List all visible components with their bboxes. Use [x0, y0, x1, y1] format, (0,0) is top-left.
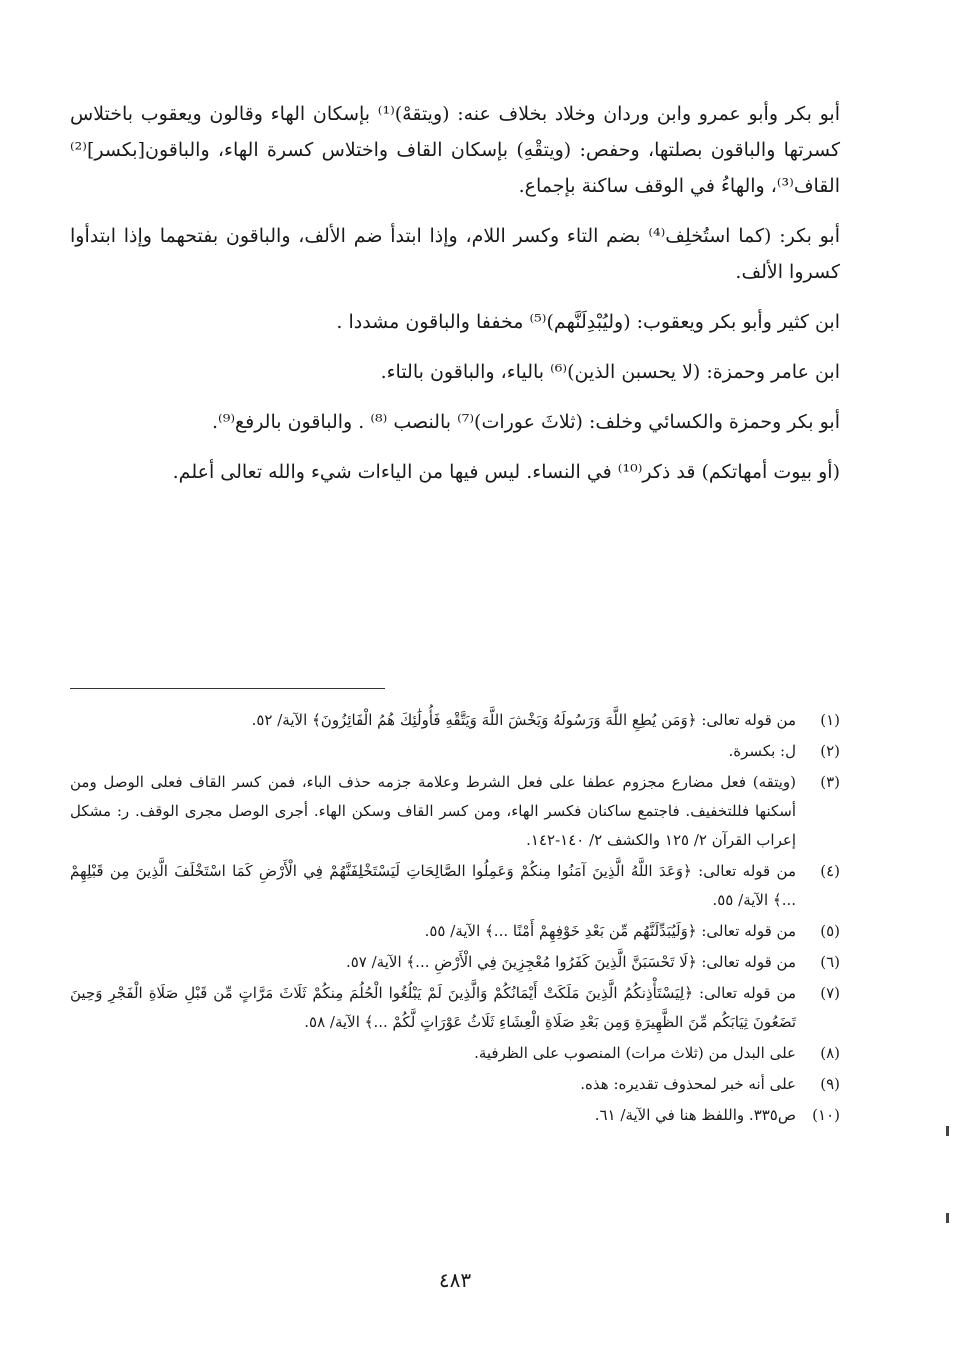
- footnote-number: (٤): [820, 862, 840, 880]
- paragraph-4: ابن عامر وحمزة: (لا يحسبن الذين)⁽⁶⁾ بالياء، والباقون بالتاء.: [380, 361, 840, 383]
- footnote-text: على البدل من (ثلاث مرات) المنصوب على الظرفية.: [474, 1044, 796, 1062]
- document-page: [70, 96, 840, 1336]
- scan-edge-mark: [946, 1126, 949, 1136]
- footnote-number: (٢): [820, 742, 840, 760]
- footnote-text: من قوله تعالى: ﴿وَلَيُبَدِّلَنَّهُم مِّن بَعْدِ خَوْفِهِمْ أَمْنًا ...﴾ الآية/ ٥٥.: [424, 922, 796, 940]
- main-text: [70, 96, 840, 490]
- footnote-number: (٣): [820, 773, 840, 791]
- paragraph-3: ابن كثير وأبو بكر ويعقوب: (وليُبْدِلَنَّهم)⁽⁵⁾ مخففا والباقون مشددا .: [336, 311, 840, 333]
- footnote-number: (٨): [820, 1044, 840, 1062]
- footnote-separator: [70, 688, 385, 689]
- footnote-text: من قوله تعالى: ﴿وَعَدَ اللَّهُ الَّذِينَ آمَنُوا مِنكُمْ وَعَمِلُوا الصَّالِحَاتِ لَيَسْتَخْلِفَنَّهُمْ فِي الْأَرْضِ كَمَا اسْتَخْلَفَ الَّذِينَ مِن قَبْلِهِمْ ...﴾ الآية/ ٥٥.: [70, 862, 796, 909]
- footnote-2: [70, 737, 840, 766]
- footnote-text: من قوله تعالى: ﴿لَا تَحْسَبَنَّ الَّذِينَ كَفَرُوا مُعْجِزِينَ فِي الْأَرْضِ ...﴾ الآية/ ٥٧.: [345, 953, 796, 971]
- footnote-text: ل: بكسرة.: [728, 742, 796, 760]
- paragraph-2: أبو بكر: (كما استُخلِف⁽⁴⁾ بضم التاء وكسر اللام، وإذا ابتدأ ضم الألف، والباقون بفتحهما وإذا ابتدأوا كسروا الألف.: [70, 225, 840, 283]
- footnote-text: من قوله تعالى: ﴿وَمَن يُطِعِ اللَّهَ وَرَسُولَهُ وَيَخْشَ اللَّهَ وَيَتَّقْهِ فَأُولَٰئِكَ هُمُ الْفَائِزُونَ﴾ الآية/ ٥٢.: [251, 711, 796, 729]
- footnote-3: [70, 768, 840, 855]
- footnote-number: (١٠): [812, 1106, 840, 1124]
- footnotes: [70, 706, 840, 1132]
- footnote-text: ص٣٣٥. واللفظ هنا في الآية/ ٦١.: [594, 1106, 796, 1124]
- paragraph-6: (أو بيوت أمهاتكم) قد ذكر⁽¹⁰⁾ في النساء. ليس فيها من الياءات شيء والله تعالى أعلم.: [172, 461, 840, 483]
- footnote-5: [70, 917, 840, 946]
- footnote-number: (١): [820, 711, 840, 729]
- footnote-9: [70, 1070, 840, 1099]
- page-number: ٤٨٣: [438, 1268, 472, 1292]
- scan-edge-mark: [946, 1213, 949, 1223]
- footnote-1: [70, 706, 840, 735]
- paragraph-1: أبو بكر وأبو عمرو وابن وردان وخلاد بخلاف عنه: (ويتقهْ)⁽¹⁾ بإسكان الهاء وقالون ويعقوب باختلاس كسرتها والباقون بصلتها، وحفص: (ويتقْهِ) بإسكان القاف واختلاس كسرة الهاء، والباقون[بكسر]⁽²⁾ القاف⁽³⁾، والهاءُ في الوقف ساكنة بإجماع.: [70, 103, 840, 197]
- footnote-number: (٩): [820, 1075, 840, 1093]
- footnote-8: [70, 1039, 840, 1068]
- footnote-4: [70, 857, 840, 915]
- footnote-6: [70, 948, 840, 977]
- footnote-text: (ويتقه) فعل مضارع مجزوم عطفا على فعل الشرط وعلامة جزمه حذف الباء، فمن كسر القاف فعلى الوصل ومن أسكنها فللتخفيف. فاجتمع ساكنان فكسر الهاء، ومن كسر القاف وسكن الهاء. أجرى الوصل مجرى الوقف. ر: مشكل إعراب القرآن ٢/ ١٢٥ والكشف ٢/ ١٤٠-١٤٢.: [70, 773, 796, 849]
- footnote-7: [70, 979, 840, 1037]
- footnote-text: من قوله تعالى: ﴿لِيَسْتَأْذِنكُمُ الَّذِينَ مَلَكَتْ أَيْمَانُكُمْ وَالَّذِينَ لَمْ يَبْلُغُوا الْحُلُمَ مِنكُمْ ثَلَاثَ مَرَّاتٍ مِّن قَبْلِ صَلَاةِ الْفَجْرِ وَحِينَ تَضَعُونَ ثِيَابَكُم مِّنَ الظَّهِيرَةِ وَمِن بَعْدِ صَلَاةِ الْعِشَاءِ ثَلَاثُ عَوْرَاتٍ لَّكُمْ ...﴾ الآية/ ٥٨.: [70, 984, 796, 1031]
- footnote-number: (٦): [820, 953, 840, 971]
- footnote-number: (٧): [820, 984, 840, 1002]
- footnote-10: [70, 1101, 840, 1130]
- footnote-number: (٥): [820, 922, 840, 940]
- footnote-text: على أنه خبر لمحذوف تقديره: هذه.: [580, 1075, 796, 1093]
- paragraph-5: أبو بكر وحمزة والكسائي وخلف: (ثلاثَ عورات)⁽⁷⁾ بالنصب ⁽⁸⁾ . والباقون بالرفع⁽⁹⁾.: [211, 411, 840, 433]
